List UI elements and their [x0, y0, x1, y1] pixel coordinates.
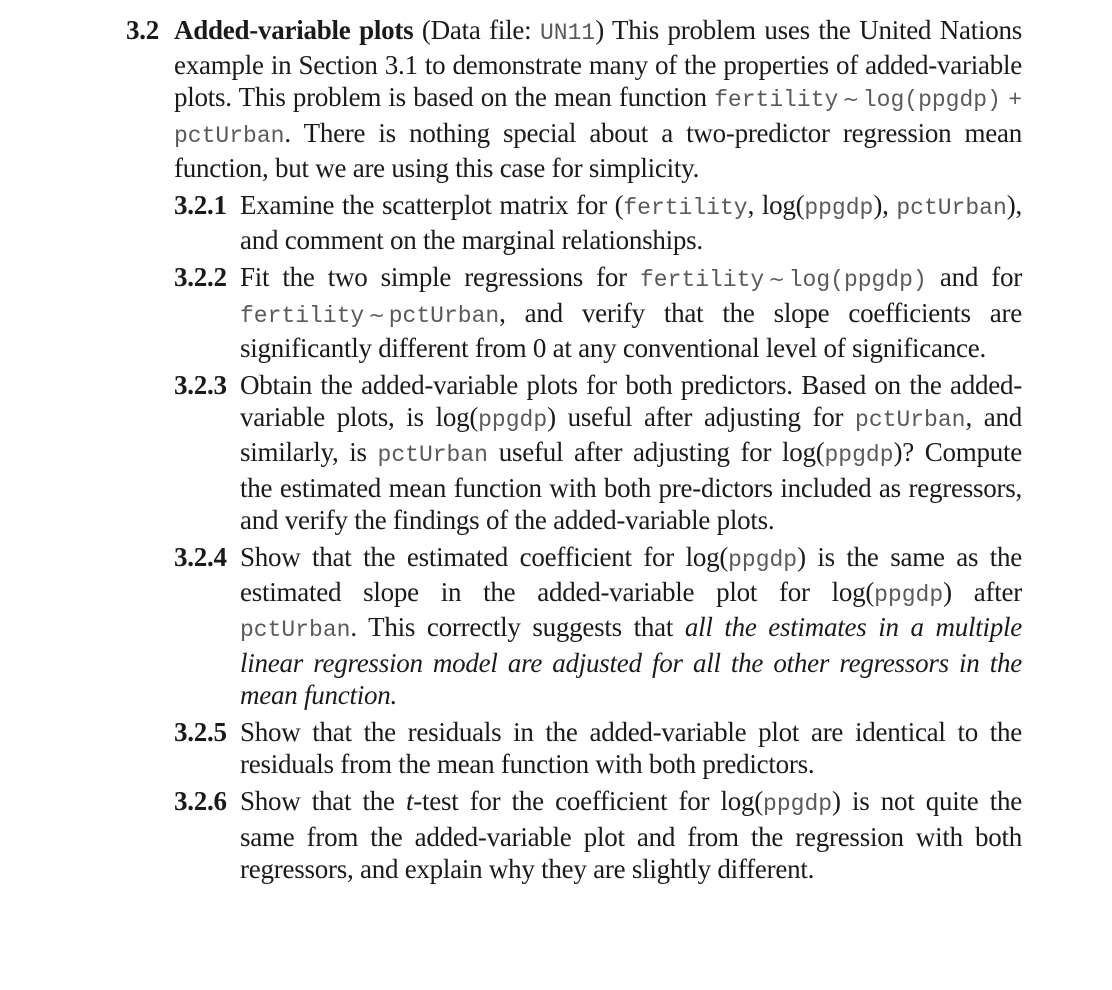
subproblem-text — [240, 369, 1022, 536]
text-segment: useful after adjusting for log( — [487, 437, 825, 468]
code-fertility: fertility — [240, 302, 365, 329]
subproblem-number: 3.2.1 — [174, 190, 227, 221]
text-segment: , and verify that the slope coefficients are significantly different from 0 at any conventional level of significance. — [240, 297, 1022, 363]
subproblem-3-2-2 — [174, 261, 1022, 364]
mean-fn-pred2: pctUrban — [174, 122, 285, 149]
code-fertility: fertility — [639, 267, 765, 294]
code-log-ppgdp: log(ppgdp) — [788, 267, 927, 294]
problem-title: Added-variable plots — [174, 15, 414, 45]
subproblem-3-2-6 — [174, 785, 1022, 885]
text-segment: Obtain the added-variable plots for both predictors. Based on the added-variable plots, is log( — [240, 370, 1022, 433]
problem-number: 3.2 — [126, 15, 159, 45]
mean-fn-pred1: log(ppgdp) — [862, 87, 1001, 114]
intro-text-2: . There is nothing special about a two-predictor regression mean function, but we are using this case for simplicity. — [174, 117, 1022, 183]
code-pcturban: pctUrban — [377, 442, 488, 469]
text-segment: ) useful after adjusting for — [547, 402, 856, 433]
text-segment: ), — [873, 190, 897, 221]
text-segment: Show that the — [240, 786, 406, 817]
text-segment: ) is not quite the same from the added-variable plot and from the regression with both regressors, and explain why they are slightly different. — [240, 786, 1022, 884]
mean-fn-response: fertility — [714, 87, 839, 114]
text-segment: Show that the residuals in the added-variable plot are identical to the residuals from the mean function with both predictors. — [240, 717, 1022, 780]
subproblem-text — [240, 541, 1022, 711]
code-ppgdp: ppgdp — [874, 582, 944, 609]
plus-symbol: + — [1008, 87, 1023, 114]
subproblem-text — [240, 716, 1022, 780]
data-file-name: UN11 — [539, 20, 596, 46]
text-segment: ) is the same as the estimated slope in the added-variable plot for log( — [240, 542, 1022, 608]
data-file-prefix: (Data file: — [421, 15, 540, 45]
textbook-page — [126, 14, 1022, 885]
text-segment: Examine the scatterplot matrix for ( — [240, 190, 624, 221]
problem-intro — [174, 14, 1022, 184]
code-ppgdp: ppgdp — [478, 407, 548, 434]
text-segment: ), and comment on the marginal relationships. — [240, 190, 1023, 256]
text-segment: ) after — [943, 577, 1022, 608]
italic-emphasis: all the estimates in a multiple linear regression model are adjusted for all the other regressors in the mean function. — [240, 612, 1022, 710]
subproblem-3-2-3 — [174, 369, 1022, 536]
tilde-symbol: ~ — [768, 267, 785, 292]
text-segment: Show that the estimated coefficient for log( — [240, 542, 729, 573]
text-segment: , log( — [747, 190, 805, 221]
code-ppgdp: ppgdp — [728, 547, 798, 574]
subproblem-number: 3.2.3 — [174, 370, 227, 401]
text-segment: and for — [926, 262, 1022, 293]
subproblem-3-2-4 — [174, 541, 1022, 711]
code-pcturban: pctUrban — [388, 302, 500, 329]
tilde-symbol: ~ — [842, 87, 859, 112]
subproblem-text — [240, 189, 1022, 256]
subproblem-number: 3.2.2 — [174, 262, 227, 293]
text-segment: Fit the two simple regressions for — [240, 262, 640, 293]
intro-text-1: ) This problem uses the United Nations example in Section 3.1 to demonstrate many of the properties of added-variable plots. This problem is based on the mean function — [174, 15, 1022, 113]
text-segment: . This correctly suggests that — [350, 612, 685, 643]
subproblem-number: 3.2.4 — [174, 542, 227, 573]
code-ppgdp: ppgdp — [824, 442, 894, 469]
subproblem-number: 3.2.6 — [174, 786, 227, 817]
code-ppgdp: ppgdp — [763, 791, 833, 818]
text-segment: -test for the coefficient for log( — [413, 786, 764, 817]
tilde-symbol: ~ — [368, 302, 385, 327]
code-pcturban: pctUrban — [855, 407, 966, 434]
subproblem-3-2-1 — [174, 189, 1022, 256]
code-fertility: fertility — [623, 195, 748, 222]
text-segment: , and similarly, is — [240, 402, 1023, 468]
subproblem-number: 3.2.5 — [174, 717, 227, 748]
subproblem-text — [240, 261, 1022, 364]
problem-3-2 — [126, 14, 1022, 885]
code-ppgdp: ppgdp — [804, 195, 874, 222]
code-pcturban: pctUrban — [240, 617, 351, 644]
subproblem-text — [240, 785, 1022, 885]
italic-t: t — [405, 786, 414, 817]
subproblem-3-2-5 — [174, 716, 1022, 780]
code-pcturban: pctUrban — [896, 195, 1007, 222]
text-segment: )? Compute the estimated mean function with both pre-dictors included as regressors, and verify the findings of the added-variable plots. — [240, 437, 1022, 535]
